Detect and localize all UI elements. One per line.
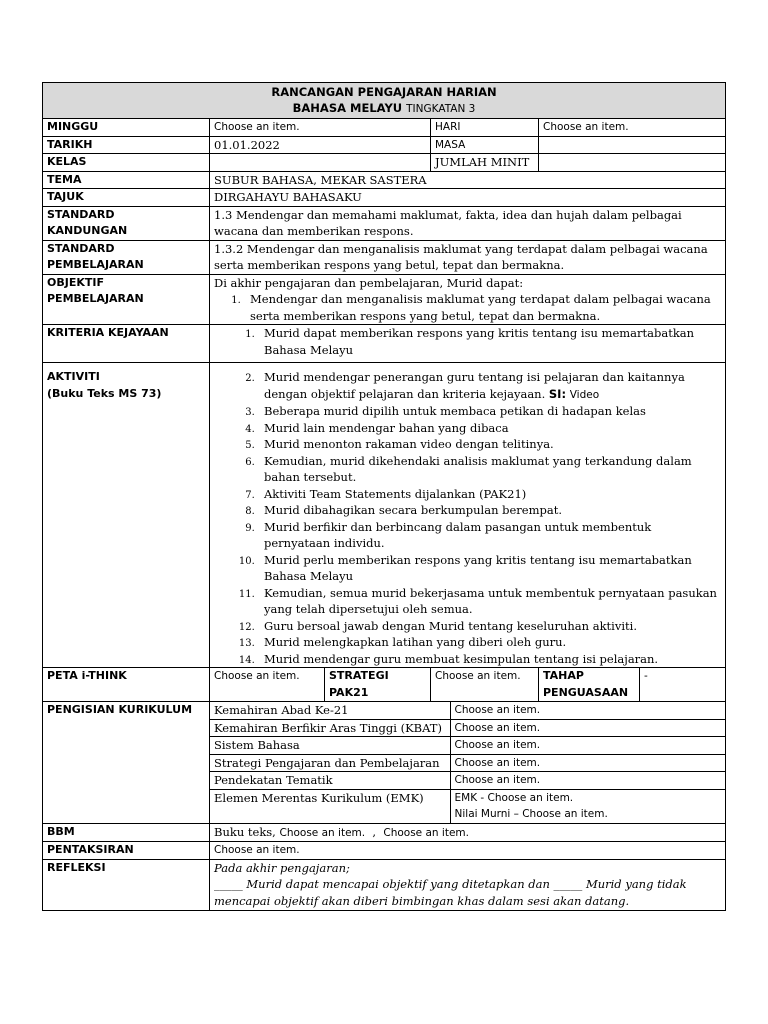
bbm-dropdown-2[interactable]: Choose an item. [383,826,469,839]
list-item: 13. Murid melengkapkan latihan yang diberi oleh guru. [258,634,721,651]
list-item: 1. Murid dapat memberikan respons yang kritis tentang isu memartabatkan Bahasa Melayu [258,325,721,358]
tajuk-value: DIRGAHAYU BAHASAKU [210,189,726,207]
kelas-field[interactable] [210,154,431,172]
refleksi-line[interactable]: _____ Murid dapat mencapai objektif yang ditetapkan dan _____ Murid yang tidak mencapai objektif akan diberi bimbingan khas dalam sesi akan datang. [214,877,687,908]
item-text: Murid mendengar penerangan guru tentang isi pelajaran dan kaitannya dengan objektif pelajaran dan kriteria kejayaan. [264,370,685,401]
refleksi-content [210,859,726,911]
item-name: Sistem Bahasa [210,737,450,755]
item-dropdown[interactable]: Choose an item. [450,719,725,737]
refleksi-label: REFLEKSI [43,859,210,911]
hari-label: HARI [431,119,539,137]
list-item: 9. Murid berfikir dan berbincang dalam pasangan untuk membentuk pernyataan individu. [258,519,721,552]
form-level: TINGKATAN 3 [406,103,476,115]
standard-kandungan-value: 1.3 Mendengar dan memahami maklumat, fakta, idea dan hujah dalam pelbagai wacana dan memberikan respons. [210,206,726,240]
list-item: 5. Murid menonton rakaman video dengan telitinya. [258,436,721,453]
label-line: PEMBELAJARAN [47,292,144,305]
pentaksiran-label: PENTAKSIRAN [43,842,210,860]
list-item: 8. Murid dibahagikan secara berkumpulan berempat. [258,502,721,519]
list-item: 12. Guru bersoal jawab dengan Murid tentang keseluruhan aktiviti. [258,618,721,635]
standard-pembelajaran-value: 1.3.2 Mendengar dan menganalisis maklumat yang terdapat dalam pelbagai wacana serta memberikan respons yang betul, tepat dan bermakna. [210,240,726,274]
tahap-penguasaan-label [539,668,640,702]
item-name: Strategi Pengajaran dan Pembelajaran [210,754,450,772]
pentaksiran-dropdown[interactable]: Choose an item. [210,842,726,860]
label-line: STANDARD [47,207,115,221]
masa-field[interactable] [539,136,726,154]
item-dropdown[interactable]: Choose an item. [450,702,725,719]
bbm-dropdown-1[interactable]: Choose an item. [279,826,366,839]
bbm-label: BBM [43,823,210,842]
list-item: 11. Kemudian, semua murid bekerjasama untuk membentuk pernyataan pasukan yang telah dipersetujui oleh semua. [258,585,721,618]
item-name: Elemen Merentas Kurikulum (EMK) [210,789,450,823]
kelas-label: KELAS [43,154,210,172]
si-label: SI: [548,386,567,401]
si-value: Video [569,388,600,401]
kriteria-content [210,325,726,363]
bbm-content [210,823,726,842]
tema-value: SUBUR BAHASA, MEKAR SASTERA [210,171,726,189]
table-row [210,702,725,719]
label-line: TAHAP [543,669,584,682]
item-name: Kemahiran Berfikir Aras Tinggi (KBAT) [210,719,450,737]
standard-pembelajaran-label [43,240,210,274]
item-name: Pendekatan Tematik [210,772,450,790]
tajuk-label: TAJUK [43,189,210,207]
document-title: RANCANGAN PENGAJARAN HARIAN [271,85,497,99]
strategi-pak21-dropdown[interactable]: Choose an item. [431,668,539,702]
list-item: 1. Mendengar dan menganalisis maklumat yang terdapat dalam pelbagai wacana serta memberikan respons yang betul, tepat dan bermakna. [244,291,721,324]
list-item: 4. Murid lain mendengar bahan yang dibaca [258,420,721,437]
tema-label: TEMA [43,171,210,189]
list-item: 6. Kemudian, murid dikehendaki analisis maklumat yang terkandung dalam bahan tersebut. [258,453,721,486]
list-item: 10. Murid perlu memberikan respons yang kritis tentang isu memartabatkan Bahasa Melayu [258,552,721,585]
minggu-label: MINGGU [43,119,210,137]
label-line: STRATEGI [329,669,389,682]
objektif-content [210,274,726,325]
table-row [210,789,725,823]
tahap-penguasaan-value[interactable]: - [640,668,726,702]
item-dropdown[interactable]: Choose an item. [450,772,725,790]
pengisian-kurikulum-content [210,702,726,824]
label-line: (Buku Teks MS 73) [47,386,162,400]
table-row [210,754,725,772]
label-line: PAK21 [329,685,369,699]
tarikh-field[interactable]: 01.01.2022 [210,136,431,154]
subject-title: BAHASA MELAYU [292,101,403,115]
label-line: PEMBELAJARAN [47,258,144,271]
list-item [258,369,721,403]
label-line: OBJEKTIF [47,275,104,289]
pengisian-kurikulum-label: PENGISIAN KURIKULUM [43,702,210,824]
aktiviti-label [43,363,210,668]
list-item: 3. Beberapa murid dipilih untuk membaca petikan di hadapan kelas [258,403,721,420]
bbm-separator: , [372,824,377,839]
peta-ithink-dropdown[interactable]: Choose an item. [210,668,325,702]
label-line: KANDUNGAN [47,224,128,237]
lesson-plan-sheet [42,82,725,911]
jumlah-minit-field[interactable] [539,154,726,172]
emk-dropdown[interactable]: EMK - Choose an item. [454,791,574,804]
pengisian-table [210,702,725,823]
lesson-plan-table [42,82,726,911]
standard-kandungan-label [43,206,210,240]
kriteria-label: KRITERIA KEJAYAAN [43,325,210,363]
peta-ithink-label: PETA i-THINK [43,668,210,702]
label-line: PENGUASAAN [543,685,629,699]
item-dropdown[interactable]: Choose an item. [450,737,725,755]
emk-values [450,789,725,823]
tarikh-label: TARIKH [43,136,210,154]
item-name: Kemahiran Abad Ke-21 [210,702,450,719]
label-line: STANDARD [47,241,115,255]
hari-dropdown[interactable]: Choose an item. [539,119,726,137]
objektif-intro: Di akhir pengajaran dan pembelajaran, Murid dapat: [214,275,524,290]
list-item: 7. Aktiviti Team Statements dijalankan (PAK21) [258,486,721,503]
table-row [210,737,725,755]
table-row [210,719,725,737]
table-row [210,772,725,790]
refleksi-line: Pada akhir pengajaran; [214,860,350,875]
masa-label: MASA [431,136,539,154]
strategi-pak21-label [325,668,431,702]
bbm-prefix: Buku teks, [214,824,276,839]
nilai-murni-dropdown[interactable]: Nilai Murni – Choose an item. [454,808,608,820]
aktiviti-content [210,363,726,668]
jumlah-minit-label: JUMLAH MINIT [431,154,539,172]
minggu-dropdown[interactable]: Choose an item. [210,119,431,137]
item-dropdown[interactable]: Choose an item. [450,754,725,772]
objektif-label [43,274,210,325]
list-item: 14. Murid mendengar guru membuat kesimpulan tentang isi pelajaran. [258,651,721,668]
document-header [43,83,726,119]
label-line: AKTIVITI [47,370,100,383]
